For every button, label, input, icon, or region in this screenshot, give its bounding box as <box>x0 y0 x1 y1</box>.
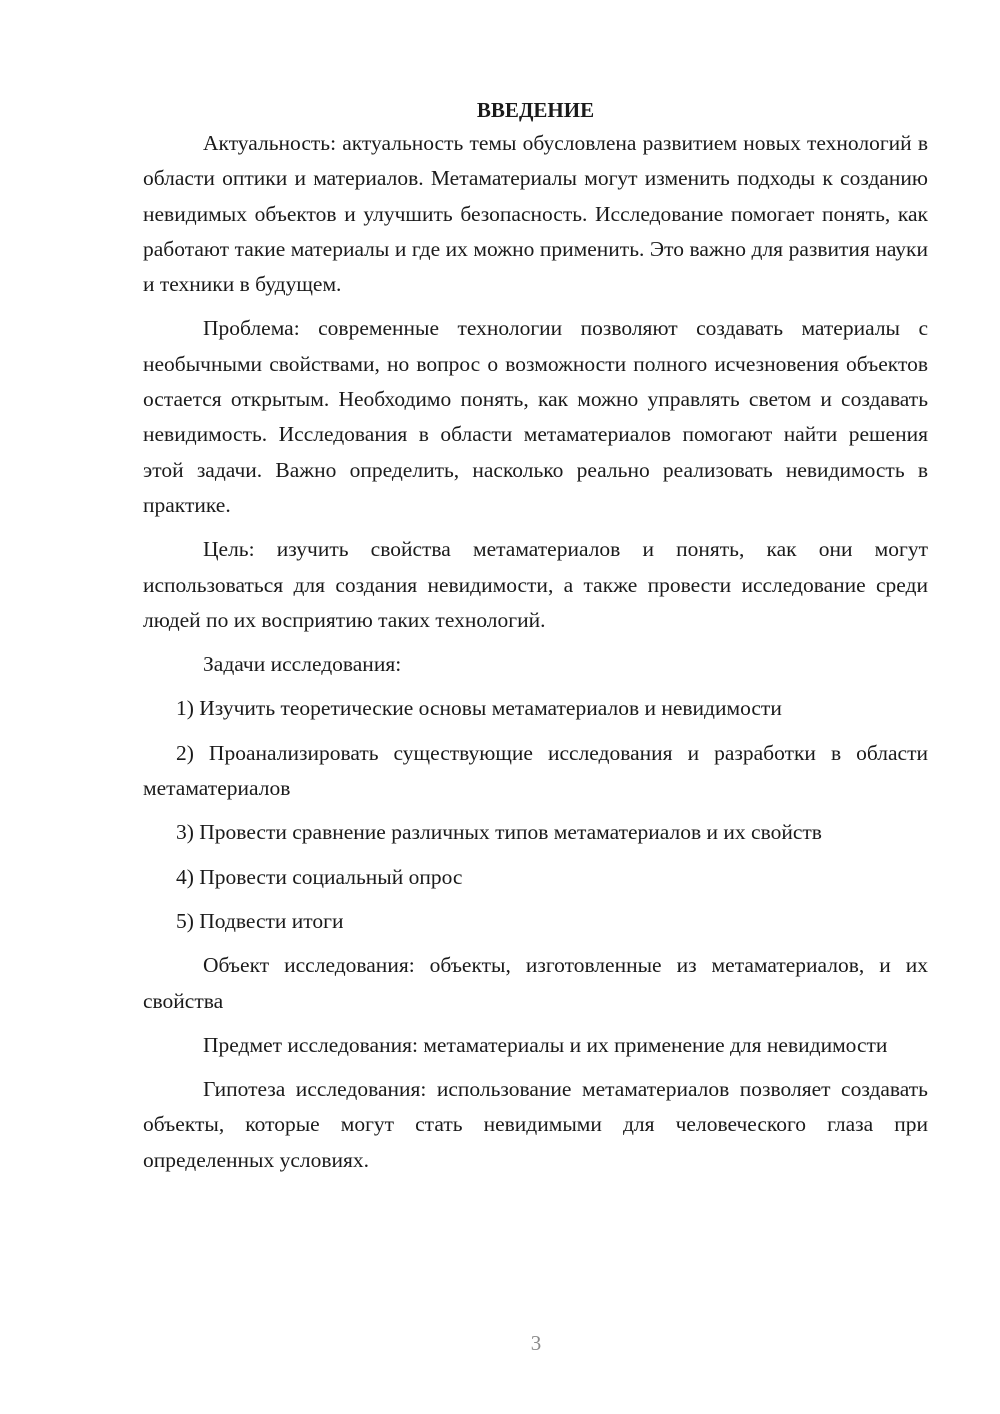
task-item-4: 4) Провести социальный опрос <box>176 864 463 889</box>
task-item-2: 2) Проанализировать существующие исследования и разработки в области метаматериалов <box>143 740 928 801</box>
task-item-1: 1) Изучить теоретические основы метаматериалов и невидимости <box>176 696 782 721</box>
page-number: 3 <box>530 1331 542 1355</box>
paragraph-problem: Проблема: современные технологии позволяют создавать материалы с необычными свойствами, но вопрос о возможности полного исчезновения объектов остается открытым. Необходимо понять, как можно управлять светом и создавать невидимость. Исследования в области метаматериалов помогают найти решения этой задачи. Важно определить, насколько реально реализовать невидимость в практике. <box>143 316 928 517</box>
paragraph-goal: Цель: изучить свойства метаматериалов и понять, как они могут использоваться для создания невидимости, а также провести исследование среди людей по их восприятию таких технологий. <box>143 537 928 632</box>
page-heading: ВВЕДЕНИЕ <box>476 98 595 122</box>
paragraph-relevance: Актуальность: актуальность темы обусловлена развитием новых технологий в области оптики и материалов. Метаматериалы могут изменить подходы к созданию невидимых объектов и улучшить безопасность. Исследование помогает понять, как работают такие материалы и где их можно применить. Это важно для развития науки и техники в будущем. <box>143 131 928 297</box>
document-page <box>143 94 928 1187</box>
paragraph-hypothesis: Гипотеза исследования: использование метаматериалов позволяет создавать объекты, которые могут стать невидимыми для человеческого глаза при определенных условиях. <box>143 1077 928 1172</box>
paragraph-subject: Предмет исследования: метаматериалы и их применение для невидимости <box>203 1032 888 1057</box>
paragraph-object: Объект исследования: объекты, изготовленные из метаматериалов, и их свойства <box>143 953 928 1013</box>
task-item-5: 5) Подвести итоги <box>176 908 344 933</box>
task-item-3: 3) Провести сравнение различных типов метаматериалов и их свойств <box>176 820 822 845</box>
paragraph-tasks-heading: Задачи исследования: <box>203 652 402 677</box>
